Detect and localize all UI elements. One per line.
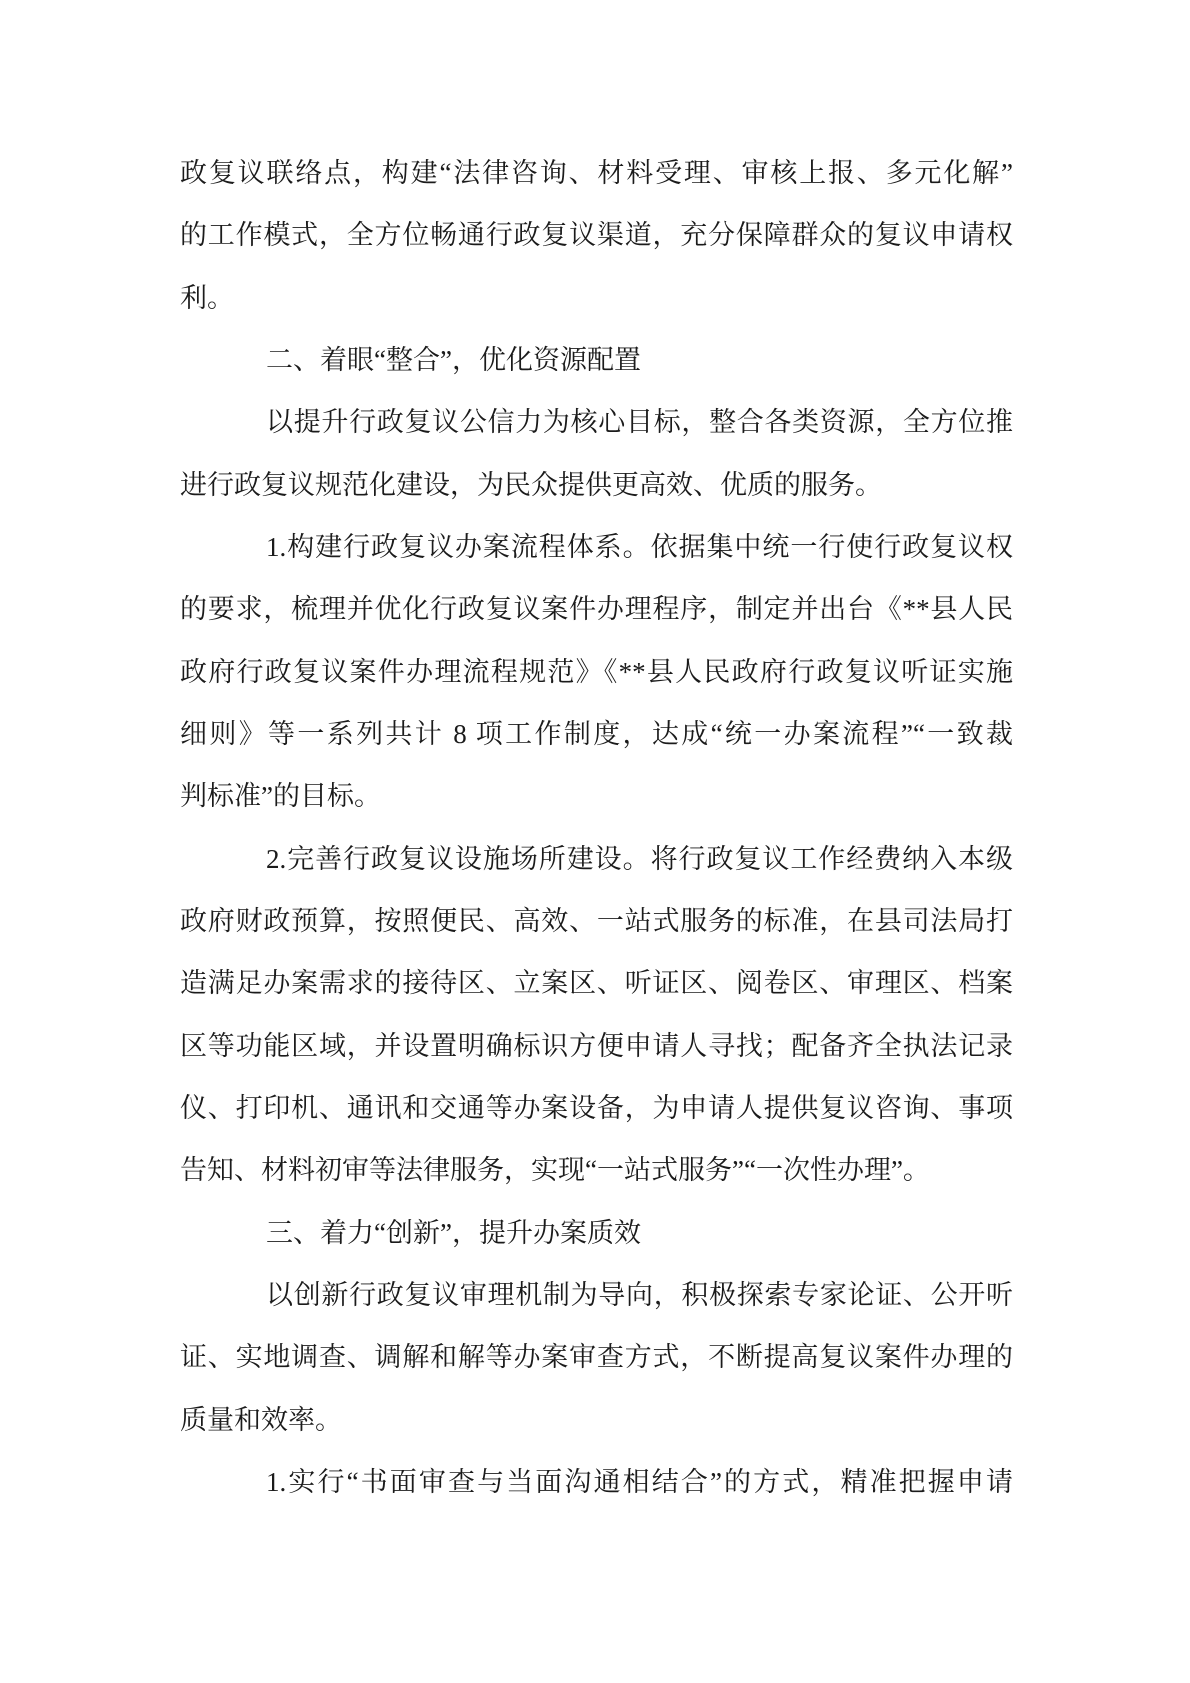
document-text-line: 2.完善行政复议设施场所建设。将行政复议工作经费纳入本级 bbox=[266, 843, 1013, 874]
document-text-line: 区等功能区域，并设置明确标识方便申请人寻找；配备齐全执法记录 bbox=[180, 1030, 1013, 1061]
document-text-line: 利。 bbox=[180, 282, 234, 313]
document-text-line: 1.实行“书面审查与当面沟通相结合”的方式，精准把握申请 bbox=[266, 1466, 1013, 1497]
document-text-line: 以提升行政复议公信力为核心目标，整合各类资源，全方位推 bbox=[266, 407, 1013, 438]
section-heading-line: 二、着眼“整合”，优化资源配置 bbox=[266, 344, 641, 375]
document-text-line: 1.构建行政复议办案流程体系。依据集中统一行使行政复议权 bbox=[266, 531, 1013, 562]
document-text-line: 政复议联络点，构建“法律咨询、材料受理、审核上报、多元化解” bbox=[180, 158, 1013, 188]
section-heading-line: 三、着力“创新”，提升办案质效 bbox=[266, 1217, 641, 1248]
document-text-line: 证、实地调查、调解和解等办案审查方式，不断提高复议案件办理的 bbox=[180, 1342, 1013, 1373]
document-text-line: 造满足办案需求的接待区、立案区、听证区、阅卷区、审理区、档案 bbox=[180, 968, 1013, 999]
document-text-line: 以创新行政复议审理机制为导向，积极探索专家论证、公开听 bbox=[266, 1279, 1013, 1310]
document-text-line: 告知、材料初审等法律服务，实现“一站式服务”“一次性办理”。 bbox=[180, 1155, 930, 1186]
document-text-line: 的要求，梳理并优化行政复议案件办理程序，制定并出台《**县人民 bbox=[180, 594, 1013, 625]
document-text-line: 的工作模式，全方位畅通行政复议渠道，充分保障群众的复议申请权 bbox=[180, 220, 1013, 251]
document-text-line: 质量和效率。 bbox=[180, 1404, 342, 1435]
document-text-line: 细则》等一系列共计 8 项工作制度，达成“统一办案流程”“一致裁 bbox=[180, 718, 1013, 749]
document-text-line: 判标准”的目标。 bbox=[180, 781, 381, 812]
document-text-line: 政府财政预算，按照便民、高效、一站式服务的标准，在县司法局打 bbox=[180, 905, 1013, 936]
document-text-line: 进行政复议规范化建设，为民众提供更高效、优质的服务。 bbox=[180, 469, 882, 500]
document-text-line: 仪、打印机、通讯和交通等办案设备，为申请人提供复议咨询、事项 bbox=[180, 1092, 1013, 1123]
document-body bbox=[180, 142, 1013, 1513]
document-text-line: 政府行政复议案件办理流程规范》《**县人民政府行政复议听证实施 bbox=[180, 656, 1013, 687]
